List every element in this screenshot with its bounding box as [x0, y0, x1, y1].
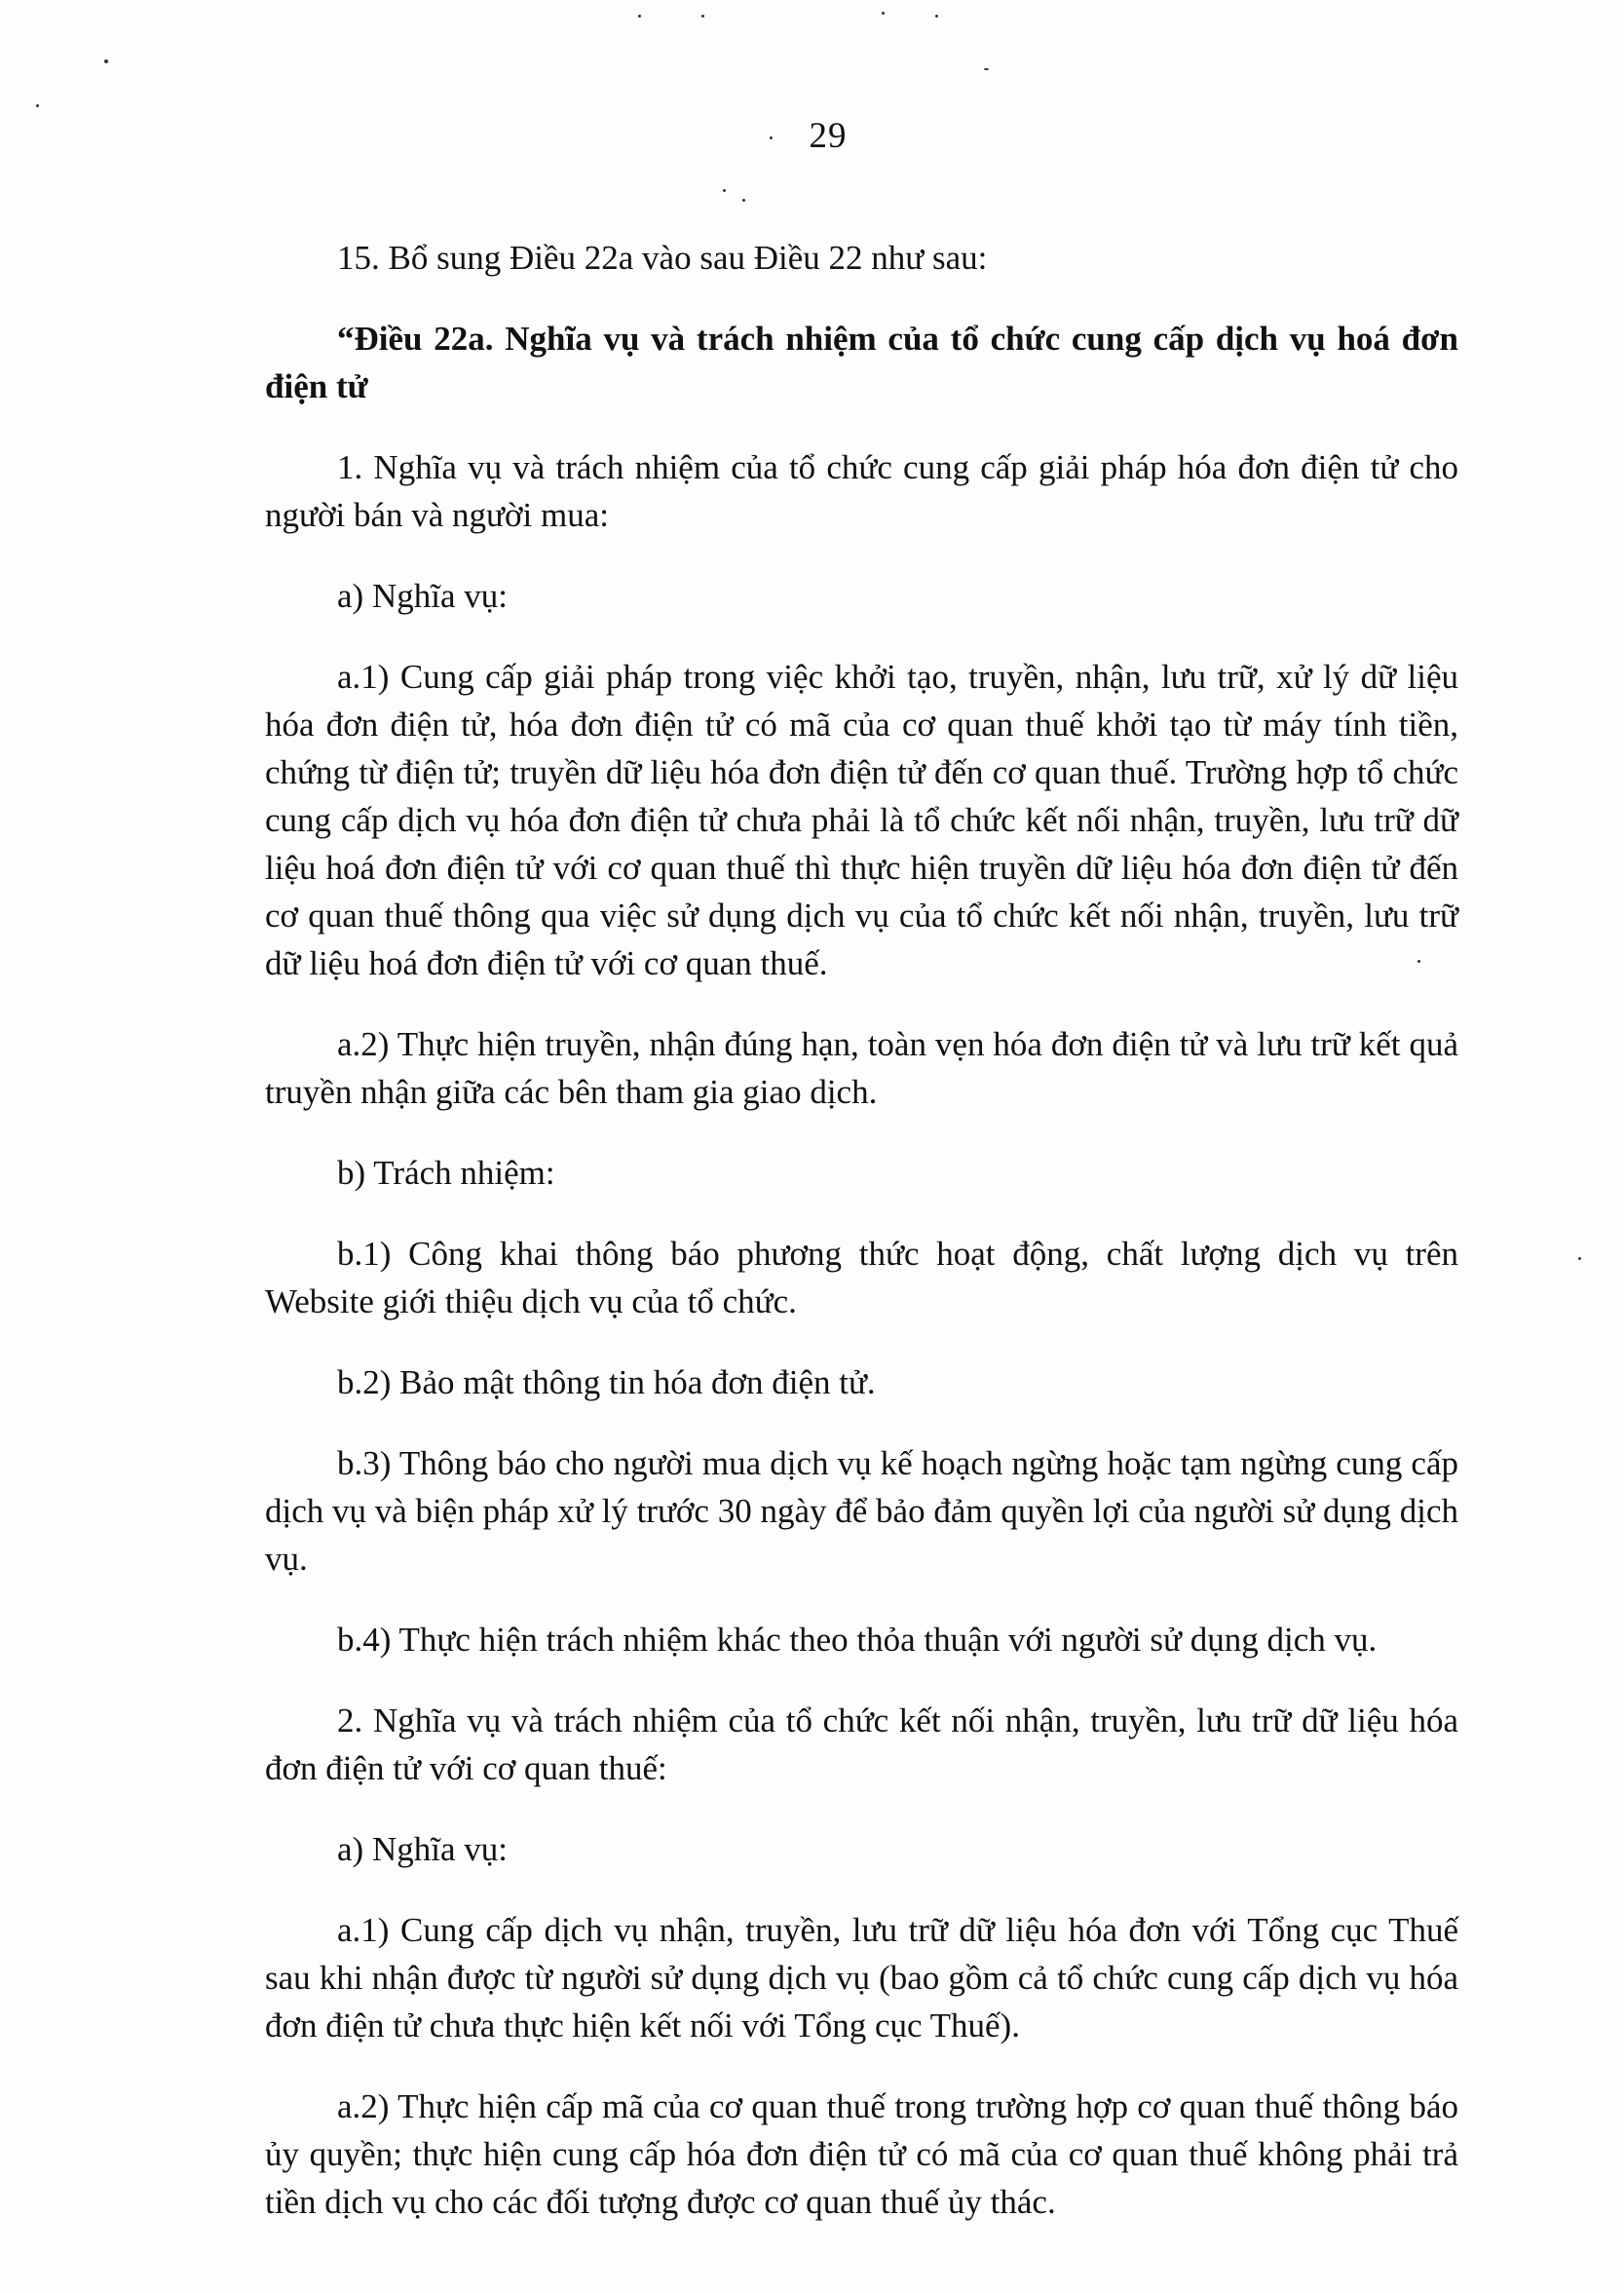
paragraph-clause-1: 1. Nghĩa vụ và trách nhiệm của tổ chức cung cấp giải pháp hóa đơn điện tử cho người bán và người mua: — [265, 448, 1458, 534]
scan-speck — [882, 12, 885, 15]
scan-speck — [638, 15, 641, 18]
paragraph-amendment-intro: 15. Bổ sung Điều 22a vào sau Điều 22 như sau: — [337, 239, 988, 277]
paragraph-2-a2: a.2) Thực hiện cấp mã của cơ quan thuế trong trường hợp cơ quan thuế thông báo ủy quyền; thực hiện cung cấp hóa đơn điện tử có mã của cơ quan thuế không phải trả tiền dịch vụ cho các đối tượng được cơ quan thuế ủy thác. — [265, 2087, 1458, 2221]
paragraph-obligations-label: a) Nghĩa vụ: — [337, 577, 508, 615]
page-number: 29 — [809, 116, 848, 156]
scan-speck — [742, 199, 745, 202]
document-body — [265, 234, 1458, 2259]
paragraph-a1: a.1) Cung cấp giải pháp trong việc khởi tạo, truyền, nhận, lưu trữ, xử lý dữ liệu hóa đơn điện tử, hóa đơn điện tử có mã của cơ quan thuế khởi tạo từ máy tính tiền, chứng từ điện tử; truyền dữ liệu hóa đơn điện tử đến cơ quan thuế. Trường hợp tổ chức cung cấp dịch vụ hóa đơn điện tử chưa phải là tổ chức kết nối nhận, truyền, lưu trữ dữ liệu hoá đơn điện tử với cơ quan thuế thì thực hiện truyền dữ liệu hóa đơn điện tử đến cơ quan thuế thông qua việc sử dụng dịch vụ của tổ chức kết nối nhận, truyền, lưu trữ dữ liệu hoá đơn điện tử với cơ quan thuế. — [265, 658, 1458, 982]
paragraph-a2: a.2) Thực hiện truyền, nhận đúng hạn, toàn vẹn hóa đơn điện tử và lưu trữ kết quả truyền nhận giữa các bên tham gia giao dịch. — [265, 1025, 1458, 1111]
paragraph-responsibilities-label: b) Trách nhiệm: — [337, 1154, 555, 1192]
scan-speck — [1578, 1257, 1581, 1260]
scan-speck — [723, 189, 726, 192]
paragraph-b3: b.3) Thông báo cho người mua dịch vụ kế hoạch ngừng hoặc tạm ngừng cung cấp dịch vụ và biện pháp xử lý trước 30 ngày để bảo đảm quyền lợi của người sử dụng dịch vụ. — [265, 1444, 1458, 1578]
scan-speck — [104, 59, 108, 63]
scan-speck — [984, 68, 989, 70]
paragraph-b4: b.4) Thực hiện trách nhiệm khác theo thỏa thuận với người sử dụng dịch vụ. — [337, 1621, 1378, 1659]
scan-speck — [701, 15, 704, 18]
article-heading: “Điều 22a. Nghĩa vụ và trách nhiệm của tổ chức cung cấp dịch vụ hoá đơn điện tử — [265, 320, 1458, 405]
paragraph-clause-2: 2. Nghĩa vụ và trách nhiệm của tổ chức kết nối nhận, truyền, lưu trữ dữ liệu hóa đơn điện tử với cơ quan thuế: — [265, 1701, 1458, 1787]
paragraph-obligations-label-2: a) Nghĩa vụ: — [337, 1830, 508, 1868]
scan-speck — [935, 15, 938, 18]
paragraph-b2: b.2) Bảo mật thông tin hóa đơn điện tử. — [337, 1363, 876, 1401]
scan-speck — [36, 104, 39, 107]
paragraph-b1: b.1) Công khai thông báo phương thức hoạt động, chất lượng dịch vụ trên Website giới thiệu dịch vụ của tổ chức. — [265, 1235, 1458, 1320]
paragraph-2-a1: a.1) Cung cấp dịch vụ nhận, truyền, lưu trữ dữ liệu hóa đơn với Tổng cục Thuế sau khi nhận được từ người sử dụng dịch vụ (bao gồm cả tổ chức cung cấp dịch vụ hóa đơn điện tử chưa thực hiện kết nối với Tổng cục Thuế). — [265, 1911, 1458, 2045]
